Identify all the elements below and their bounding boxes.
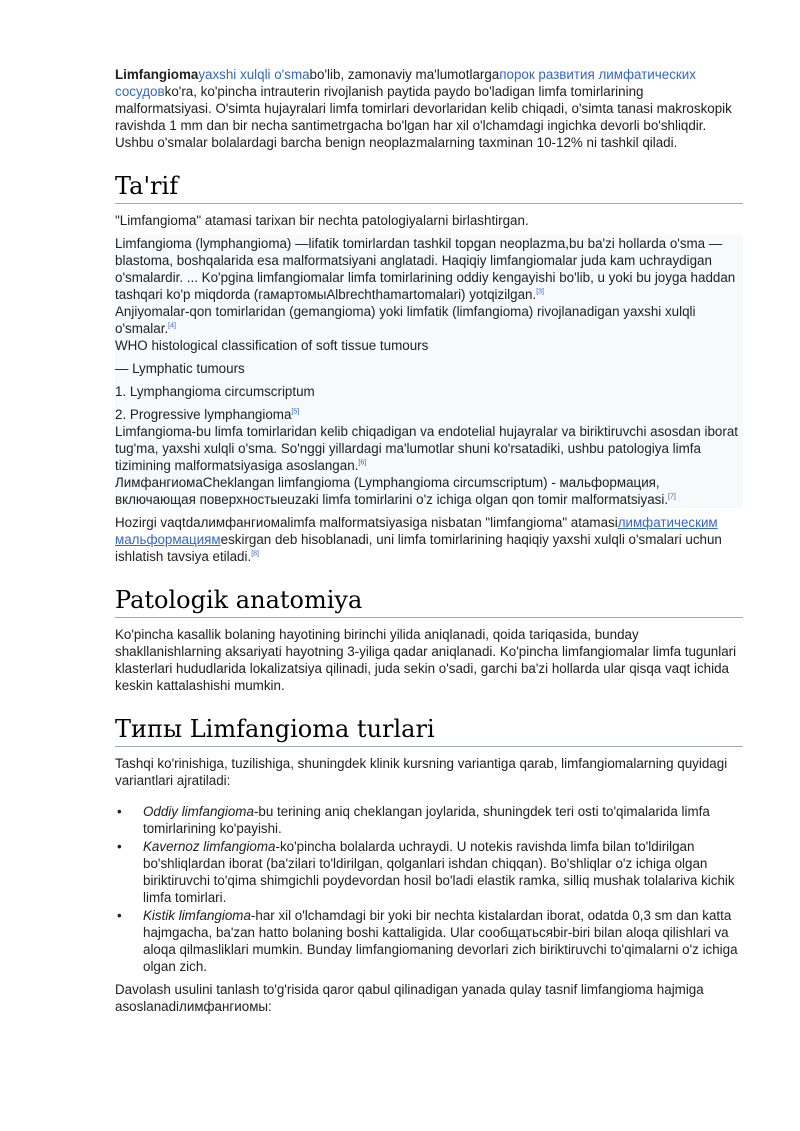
- tarif-who-title: WHO histological classification of soft tissue tumours: [115, 338, 429, 353]
- intro-bold-term: Limfangioma: [115, 67, 199, 82]
- list-item: • Kistik limfangioma-har xil o'lchamdagi bir yoki bir nechta kistalardan iborat, odatda 0,3 sm dan katta hajmgacha, ba'zan hatto bolaning boshi kattaligida. Ular сообщатьсяbir-biri bilan aloqa qilishlari va aloqa qilmasliklari mumkin. Bunday limfangiomaning devorlari zich biriktiruvchi to'qimalarni o'z ichiga olgan zich.: [143, 907, 743, 975]
- tarif-paragraph-10: Hozirgi vaqtdaлимфангиомаlimfa malformatsiyasiga nisbatan "limfangioma" atamasiлимфатическим мальформациямeskirgan deb hisoblanadi, uni limfa tomirlarining haqiqiy yaxshi xulqli o'smalari uchun ishlatish tavsiya etiladi.[8]: [115, 515, 722, 564]
- tarif-paragraph-1: "Limfangioma" atamasi tarixan bir nechta patologiyalarni birlashtirgan.: [115, 213, 529, 228]
- intro-paragraph: Limfangiomayaxshi xulqli o'smabo'lib, zamonaviy ma'lumotlargaпорок развития лимфатических сосудовko'ra, ko'pincha intrauterin rivojlanish paytida paydo bo'ladigan limfa tomirlarining malformatsiyasi. O'simta hujayralari limfa tomirlari devorlaridan kelib chiqadi, o'simta tanasi makroskopik ravishda 1 mm dan bir necha santimetrgacha bo'lgan har xil o'lchamdagi ingichka devorli bo'shliqdir. Ushbu o'smalar bolalardagi barcha benign neoplazmalarning taxminan 10-12% ni tashkil qiladi.: [115, 67, 732, 150]
- patologik-paragraph: Ko'pincha kasallik bolaning hayotining birinchi yilida aniqlanadi, qoida tariqasida, bunday shakllanishlarning aksariyati hayotning 3-yiliga qadar aniqlanadi. Ko'pincha limfangiomalar limfa tugunlari klasterlari hududlarida lokalizatsiya qilinadi, juda sekin o'sadi, garchi ba'zi hollarda ular qisqa vaqt ichida keskin kattalashishi mumkin.: [115, 627, 737, 693]
- list-item: • Oddiy limfangioma-bu terining aniq cheklangan joylarida, shuningdek teri osti to'qimalarida limfa tomirlarining ko'payishi.: [143, 803, 743, 837]
- tarif-item-1: 1. Lymphangioma circumscriptum: [115, 384, 315, 399]
- reference-5[interactable]: [5]: [291, 408, 300, 416]
- article-body: [115, 66, 743, 1021]
- reference-4[interactable]: [4]: [168, 322, 176, 330]
- link-lymph-malformations[interactable]: лимфатическим мальформациям: [115, 515, 718, 547]
- section-heading-patologik: Patologik anatomiya: [115, 585, 743, 618]
- intro-link-lymph-malformation[interactable]: порок развития лимфатических сосудов: [115, 67, 696, 99]
- reference-8[interactable]: [8]: [251, 550, 259, 558]
- list-item: • Kavernoz limfangioma-ko'pincha bolalarda uchraydi. U notekis ravishda limfa bilan to'ldirilgan bo'shliqlardan iborat (ba'zilari to'ldirilgan, qolganlari ishdan chiqqan). Bo'shliqlar o'z ichiga olgan biriktiruvchi to'qima shimgichli poydevordan hosil bo'ladi elastik ramka, silliq mushak tolalariva kichik limfa tomirlari.: [143, 838, 743, 906]
- turlari-paragraph-1: Tashqi ko'rinishiga, tuzilishiga, shuningdek klinik kursning variantiga qarab, limfangiomalarning quyidagi variantlari ajratiladi:: [115, 756, 728, 788]
- tarif-lymphatic-tumours: — Lymphatic tumours: [115, 361, 245, 376]
- section-heading-tarif: Ta'rif: [115, 171, 743, 204]
- tarif-paragraph-3: Anjiyomalar-qon tomirlaridan (gemangioma) yoki limfatik (limfangioma) rivojlanadigan yaxshi xulqli o'smalar.[4]: [115, 304, 696, 336]
- turlari-paragraph-2: Davolash usulini tanlash to'g'risida qaror qabul qilinadigan yanada qulay tasnif limfangioma hajmiga asoslanadiлимфангиомы:: [115, 982, 704, 1014]
- tarif-paragraph-2: Limfangioma (lymphangioma) —lifatik tomirlardan tashkil topgan neoplazma,bu ba'zi hollarda o'sma — blastoma, boshqalarida esa malformatsiyani anglatadi. Haqiqiy limfangiomalar juda kam uchraydigan o'smalardir. ... Ko'pgina limfangiomalar limfa tomirlarining oddiy kengayishi bo'lib, u yoki bu joyga haddan tashqari ko'p miqdorda (гамартомыAlbrechthamartomalari) yotqizilgan.[3]: [115, 236, 736, 302]
- quote-box: [115, 235, 743, 508]
- intro-link-benign-tumor[interactable]: yaxshi xulqli o'sma: [198, 67, 310, 82]
- turlari-list: [115, 803, 743, 975]
- reference-7[interactable]: [7]: [668, 493, 676, 501]
- reference-6[interactable]: [6]: [358, 459, 367, 467]
- reference-3[interactable]: [3]: [536, 288, 545, 296]
- tarif-item-2: 2. Progressive lymphangioma[5]: [115, 407, 300, 422]
- tarif-paragraph-8: Limfangioma-bu limfa tomirlaridan kelib chiqadigan va endotelial hujayralar va biriktiruvchi asosdan iborat tug'ma, yaxshi xulqli o'sma. So'nggi yillardagi ma'lumotlar shuni ko'rsatadiki, ushbu patologiya limfa tizimining malformatsiyasiga asoslangan.[6]: [115, 424, 738, 473]
- section-heading-turlari: Типы Limfangioma turlari: [115, 714, 743, 747]
- tarif-paragraph-9: ЛимфангиомаCheklangan limfangioma (Lymphangioma circumscriptum) - мальформация, включающая поверхностыеuzaki limfa tomirlarini o'z ichiga olgan qon tomir malformatsiyasi.[7]: [115, 475, 676, 507]
